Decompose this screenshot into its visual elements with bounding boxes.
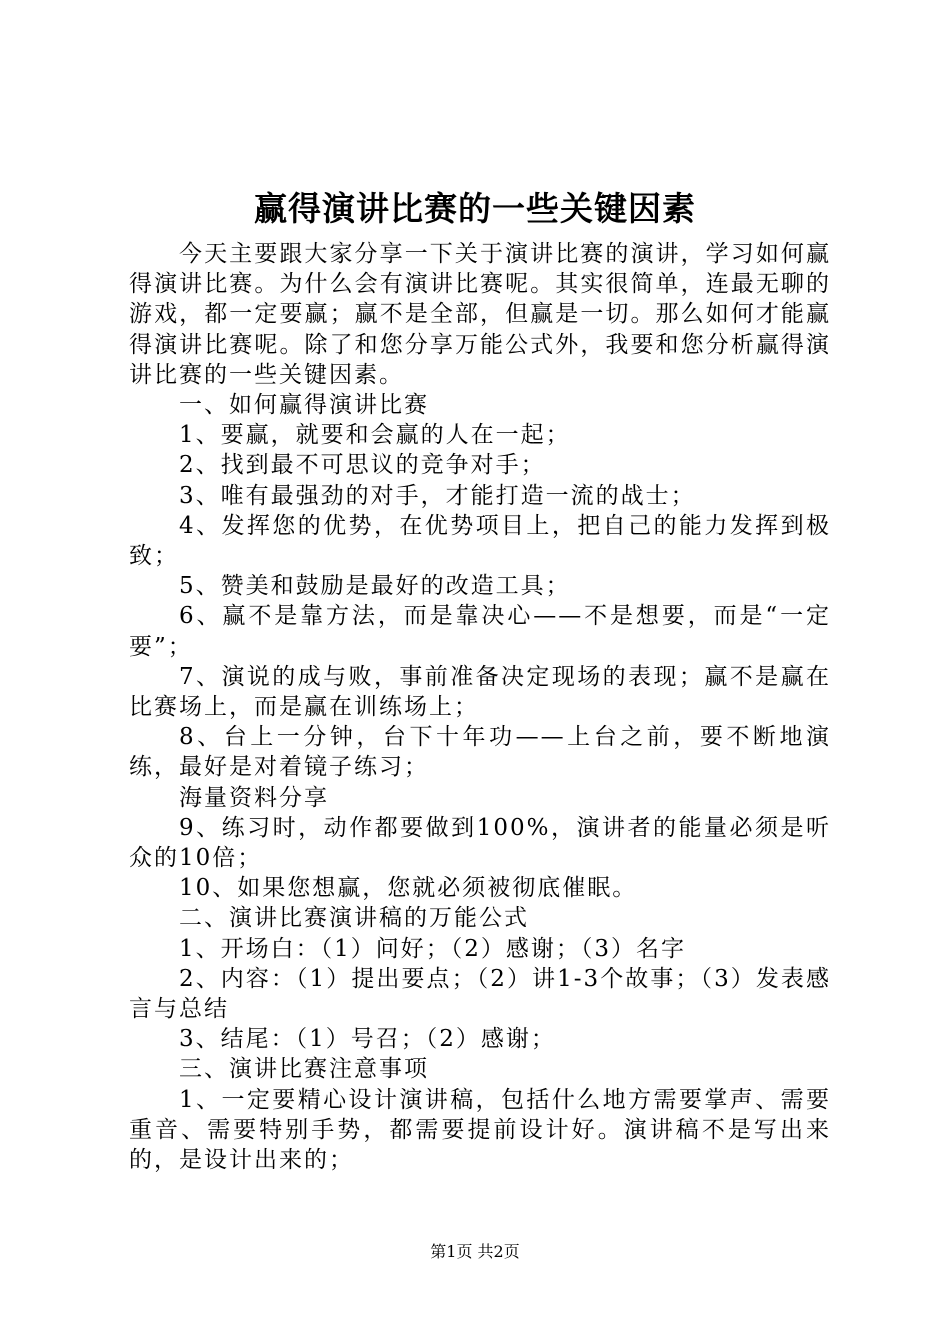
list-item: 8、台上一分钟，台下十年功——上台之前，要不断地演练，最好是对着镜子练习； xyxy=(129,724,831,781)
list-item: 3、结尾：（1）号召；（2）感谢； xyxy=(179,1026,556,1053)
list-item: 3、唯有最强劲的对手，才能打造一流的战士； xyxy=(179,482,696,509)
inline-note: 海量资料分享 xyxy=(179,784,329,811)
list-item: 9、练习时，动作都要做到100%，演讲者的能量必须是听众的10倍； xyxy=(129,814,831,872)
list-item: 2、内容：（1）提出要点；（2）讲1-3个故事；（3）发表感言与总结 xyxy=(129,965,831,1023)
page-footer: 第1页 共2页 xyxy=(430,1242,520,1261)
section-heading-2: 二、演讲比赛演讲稿的万能公式 xyxy=(179,905,529,932)
document-body xyxy=(129,239,831,1175)
list-item: 1、要赢，就要和会赢的人在一起； xyxy=(179,422,571,449)
list-item: 2、找到最不可思议的竞争对手； xyxy=(179,452,546,479)
section-heading-1: 一、如何赢得演讲比赛 xyxy=(179,392,429,419)
list-item: 5、赞美和鼓励是最好的改造工具； xyxy=(179,573,571,600)
list-item: 1、一定要精心设计演讲稿，包括什么地方需要掌声、需要重音、需要特别手势，都需要提前设计好。演讲稿不是写出来的，是设计出来的； xyxy=(129,1086,831,1174)
section-heading-3: 三、演讲比赛注意事项 xyxy=(179,1056,429,1083)
list-item: 10、如果您想赢，您就必须被彻底催眠。 xyxy=(179,875,638,902)
list-item: 1、开场白：（1）问好；（2）感谢；（3）名字 xyxy=(179,935,687,962)
document-title: 赢得演讲比赛的一些关键因素 xyxy=(254,189,696,228)
list-item: 4、发挥您的优势，在优势项目上，把自己的能力发挥到极致； xyxy=(129,512,831,570)
paragraph-intro: 今天主要跟大家分享一下关于演讲比赛的演讲，学习如何赢得演讲比赛。为什么会有演讲比赛呢。其实很简单，连最无聊的游戏，都一定要赢；赢不是全部，但赢是一切。那么如何才能赢得演讲比赛呢。除了和您分享万能公式外，我要和您分析赢得演讲比赛的一些关键因素。 xyxy=(129,241,831,388)
list-item: 7、演说的成与败，事前准备决定现场的表现；赢不是赢在比赛场上，而是赢在训练场上； xyxy=(129,663,831,721)
list-item: 6、赢不是靠方法，而是靠决心——不是想要，而是“一定要”； xyxy=(129,603,831,660)
